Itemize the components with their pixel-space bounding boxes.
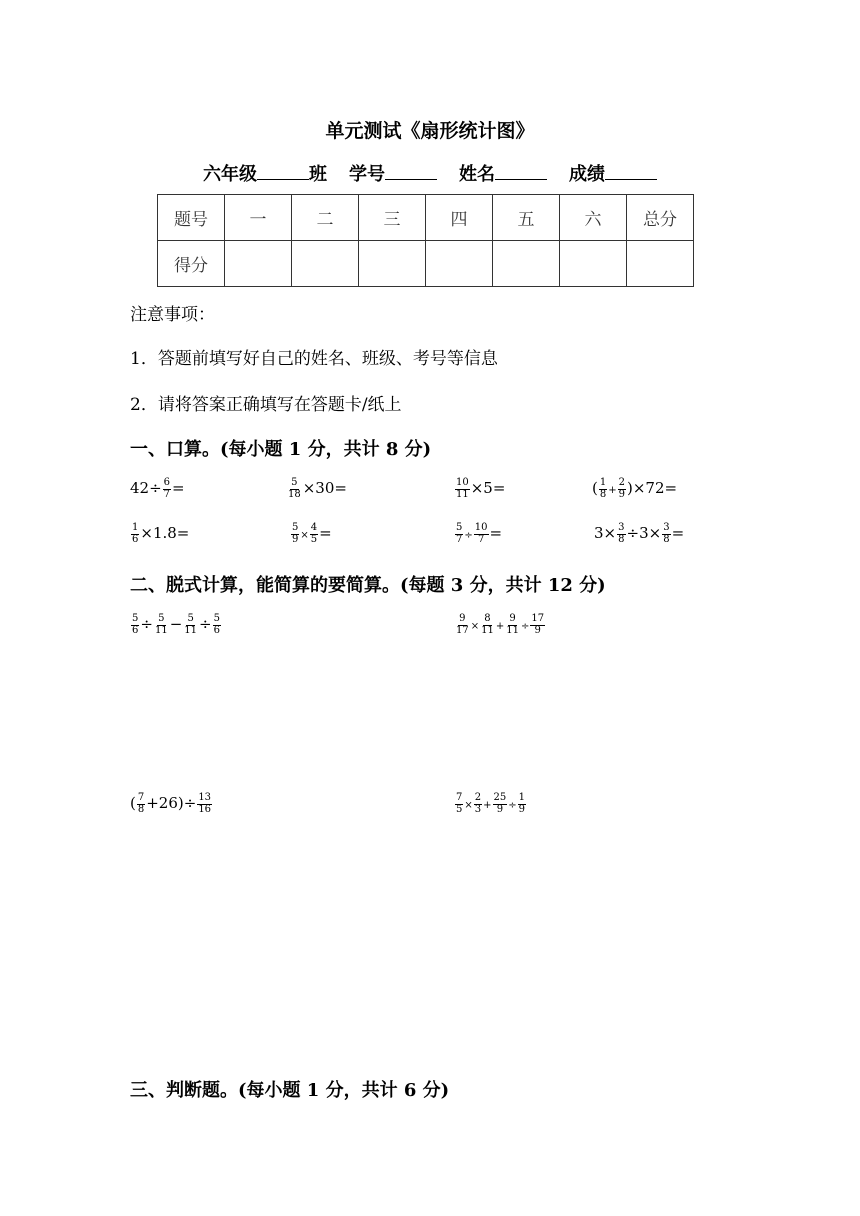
oral-problem-4: ( $\frac{1}{8}$ + $\frac{2}{9}$ )×72= <box>592 477 678 500</box>
note-item: 2．请将答案正确填写在答题卡/纸上 <box>130 395 402 415</box>
student-info-line <box>0 160 860 186</box>
score-cell[interactable] <box>560 241 627 287</box>
table-header-cell: 二 <box>292 195 359 241</box>
score-row-label: 得分 <box>158 241 225 287</box>
score-label: 成绩 <box>569 164 605 185</box>
calc-problem-2: $\frac{9}{17}$ × $\frac{8}{11}$ + $\frac{9}{11}$ ÷ $\frac{17}{9}$ <box>456 613 545 636</box>
score-cell[interactable] <box>359 241 426 287</box>
class-blank[interactable] <box>257 161 309 180</box>
calc-problem-3: ( $\frac{7}{8}$ +26)÷ $\frac{13}{16}$ <box>130 792 212 815</box>
score-table-header-row <box>158 195 694 241</box>
oral-problem-8: 3× $\frac{3}{8}$ ÷3× $\frac{3}{8}$ = <box>594 522 685 545</box>
table-header-cell: 总分 <box>627 195 694 241</box>
oral-problem-7: $\frac{5}{7}$ ÷ $\frac{10}{7}$ = <box>456 522 503 545</box>
table-header-cell: 题号 <box>158 195 225 241</box>
calc-problem-1: $\frac{5}{6}$ ÷ $\frac{5}{11}$ − $\frac{5}{11}$ ÷ $\frac{5}{6}$ <box>132 613 220 636</box>
student-no-blank[interactable] <box>385 161 437 180</box>
score-cell[interactable] <box>426 241 493 287</box>
grade-label: 六年级 <box>203 164 257 185</box>
section-heading: 一、口算。(每小题 1 分，共计 8 分) <box>130 439 432 460</box>
oral-problem-1: 42÷ $\frac{6}{7}$ = <box>130 477 185 500</box>
notes-heading: 注意事项： <box>130 305 215 325</box>
oral-problem-3: $\frac{10}{11}$ ×5= <box>456 477 506 500</box>
score-cell[interactable] <box>627 241 694 287</box>
calc-problem-4: $\frac{7}{5}$ × $\frac{2}{3}$ + $\frac{25}{9}$ ÷ $\frac{1}{9}$ <box>456 792 526 815</box>
section-heading: 三、判断题。(每小题 1 分，共计 6 分) <box>130 1080 450 1101</box>
score-table-score-row <box>158 241 694 287</box>
table-header-cell: 六 <box>560 195 627 241</box>
oral-problem-5: $\frac{1}{6}$ ×1.8= <box>132 522 190 545</box>
note-item: 1．答题前填写好自己的姓名、班级、考号等信息 <box>130 349 498 369</box>
page-title: 单元测试《扇形统计图》 <box>325 120 535 142</box>
table-header-cell: 一 <box>225 195 292 241</box>
section-heading: 二、脱式计算，能简算的要简算。(每题 3 分，共计 12 分) <box>130 575 606 596</box>
score-blank[interactable] <box>605 161 657 180</box>
score-cell[interactable] <box>292 241 359 287</box>
student-no-label: 学号 <box>349 164 385 185</box>
score-cell[interactable] <box>225 241 292 287</box>
score-cell[interactable] <box>493 241 560 287</box>
name-label: 姓名 <box>459 164 495 185</box>
score-table <box>157 194 694 287</box>
table-header-cell: 五 <box>493 195 560 241</box>
oral-problem-6: $\frac{5}{9}$ × $\frac{4}{5}$ = <box>292 522 332 545</box>
class-label: 班 <box>309 164 327 185</box>
oral-problem-2: $\frac{5}{18}$ ×30= <box>288 477 347 500</box>
name-blank[interactable] <box>495 161 547 180</box>
table-header-cell: 三 <box>359 195 426 241</box>
table-header-cell: 四 <box>426 195 493 241</box>
